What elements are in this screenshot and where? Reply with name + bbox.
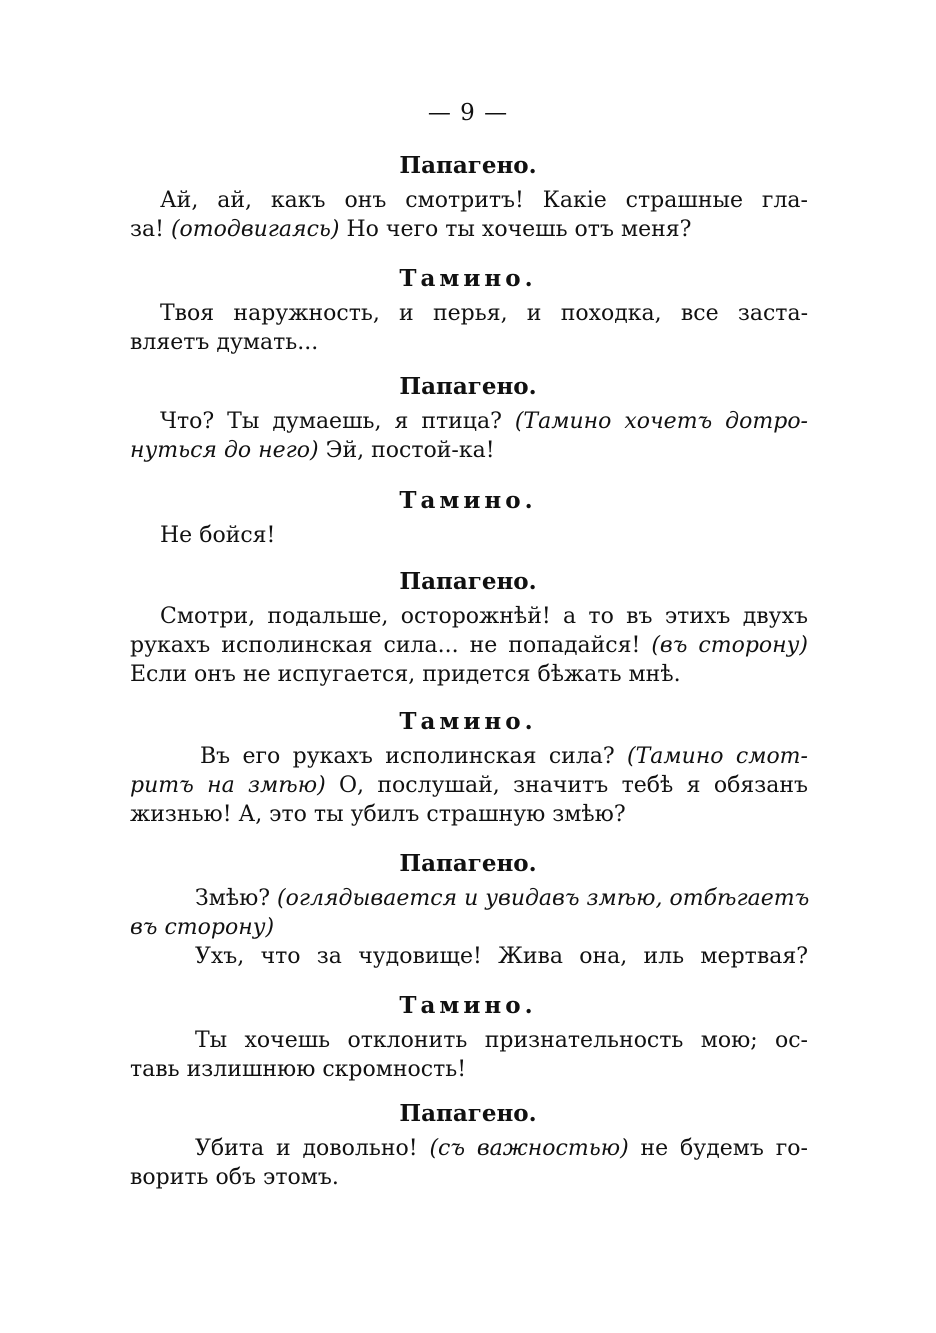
line-text: за! xyxy=(130,217,171,242)
stage-direction: (Тамино хочетъ дотро- xyxy=(514,409,808,434)
line-text: Змѣю? xyxy=(195,886,278,911)
stage-direction: (отодвигаясь) xyxy=(170,217,340,242)
line-text: рукахъ исполинская сила... не попадайся! xyxy=(130,633,652,658)
line-text: О, послушай, значитъ тебѣ я обязанъ xyxy=(325,773,808,798)
dialogue-line xyxy=(195,942,808,972)
dialogue-line xyxy=(130,800,808,830)
dialogue-line xyxy=(200,742,808,772)
speaker-name: Тамино. xyxy=(399,265,537,292)
stage-direction: (въ сторону) xyxy=(651,633,808,658)
speaker-name: Папагено. xyxy=(399,373,537,400)
dialogue-line xyxy=(195,1026,808,1056)
dialogue-line xyxy=(195,1134,808,1164)
stage-direction: (съ важностью) xyxy=(429,1136,629,1161)
line-text: Смотри, подальше, осторожнѣй! а то въ этихъ двухъ xyxy=(160,604,808,629)
dialogue-line xyxy=(160,521,808,551)
speaker-name: Папагено. xyxy=(399,850,537,877)
stage-direction: (оглядывается и увидавъ змѣю, отбѣгаетъ xyxy=(277,886,810,911)
line-text: Твоя наружность, и перья, и походка, все заста- xyxy=(160,301,808,326)
line-text: вляетъ думать... xyxy=(130,330,319,355)
dialogue-line xyxy=(130,215,808,245)
line-text: жизнью! А, это ты убилъ страшную змѣю? xyxy=(130,802,626,827)
dialogue-line xyxy=(160,299,808,329)
dialogue-line xyxy=(130,913,808,943)
stage-direction: (Тамино смот- xyxy=(627,744,808,769)
speaker-name: Тамино. xyxy=(399,992,537,1019)
line-text: Эй, постой-ка! xyxy=(318,438,495,463)
dialogue-line xyxy=(130,436,808,466)
dialogue-line xyxy=(195,884,808,914)
stage-direction: нуться до него) xyxy=(130,438,319,463)
dialogue-line xyxy=(130,1163,808,1193)
line-text: Ай, ай, какъ онъ смотритъ! Какіе страшные гла- xyxy=(160,188,808,213)
line-text: Ухъ, что за чудовище! Жива она, иль мертвая? xyxy=(195,944,808,969)
line-text: Не бойся! xyxy=(160,523,276,548)
dialogue-line xyxy=(160,407,808,437)
line-text: Но чего ты хочешь отъ меня? xyxy=(339,217,692,242)
dialogue-line xyxy=(160,186,808,216)
stage-direction: въ сторону) xyxy=(130,915,275,940)
line-text: Что? Ты думаешь, я птица? xyxy=(160,409,515,434)
line-text: Въ его рукахъ исполинская сила? xyxy=(200,744,628,769)
line-text: Если онъ не испугается, придется бѣжать мнѣ. xyxy=(130,662,681,687)
speaker-name: Папагено. xyxy=(399,1100,537,1127)
speaker-name: Папагено. xyxy=(399,568,537,595)
page-number: — 9 — xyxy=(427,100,509,126)
line-text: Ты хочешь отклонить признательность мою; ос- xyxy=(195,1028,808,1053)
line-text: Убита и довольно! xyxy=(195,1136,430,1161)
dialogue-line xyxy=(130,328,808,358)
speaker-name: Тамино. xyxy=(399,708,537,735)
dialogue-line xyxy=(130,1055,808,1085)
dialogue-line xyxy=(160,602,808,632)
speaker-name: Тамино. xyxy=(399,487,537,514)
line-text: не будемъ го- xyxy=(628,1136,808,1161)
dialogue-line xyxy=(130,660,808,690)
line-text: ворить объ этомъ. xyxy=(130,1165,339,1190)
stage-direction: ритъ на змѣю) xyxy=(130,773,326,798)
line-text: тавь излишнюю скромность! xyxy=(130,1057,467,1082)
dialogue-line xyxy=(130,631,808,661)
dialogue-line xyxy=(130,771,808,801)
speaker-name: Папагено. xyxy=(399,152,537,179)
